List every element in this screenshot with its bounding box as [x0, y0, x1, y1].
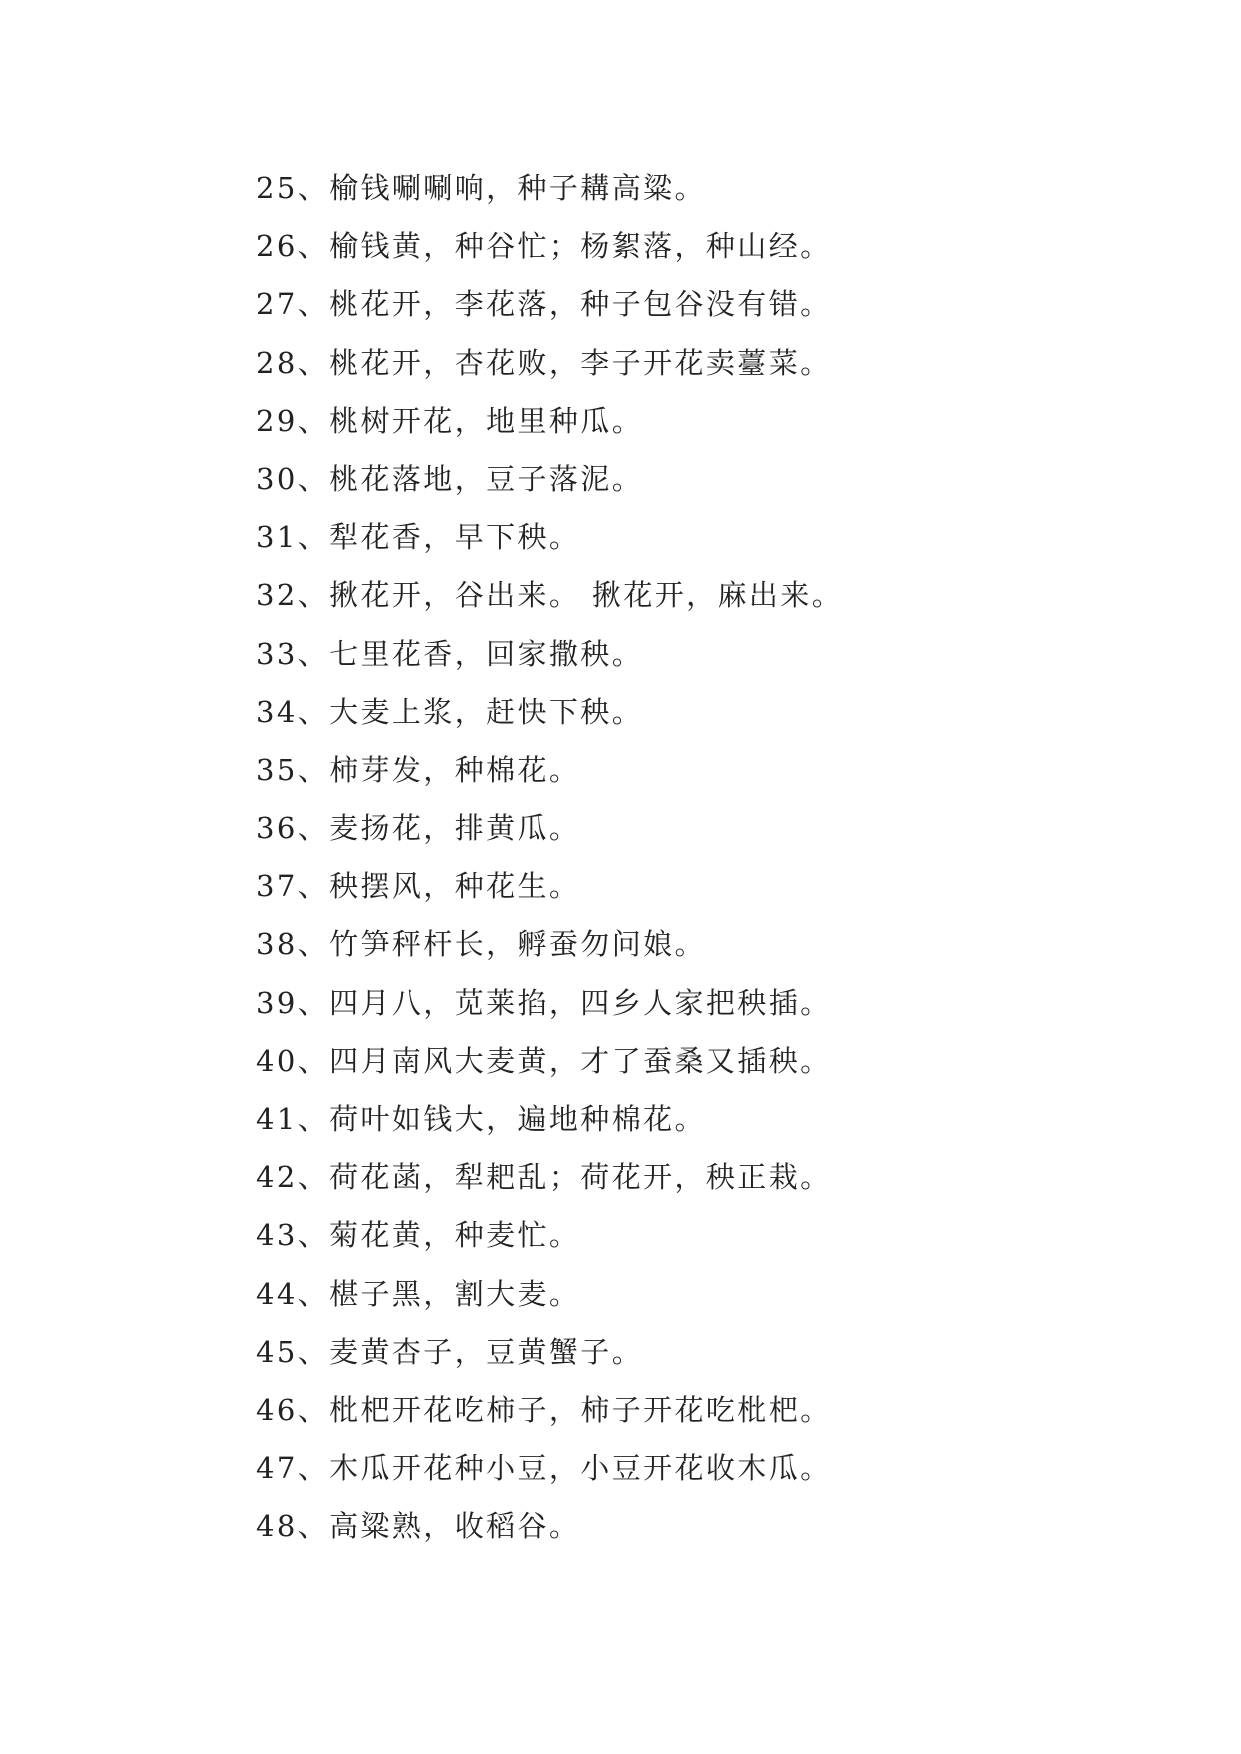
list-item: 40、四月南风大麦黄，才了蚕桑又插秧。 [256, 1043, 832, 1078]
list-item: 29、桃树开花，地里种瓜。 [256, 403, 644, 438]
list-item: 32、揪花开，谷出来。 揪花开，麻出来。 [256, 578, 844, 613]
list-item: 28、桃花开，杏花败，李子开花卖薹菜。 [256, 345, 832, 380]
list-item: 30、桃花落地，豆子落泥。 [256, 461, 644, 496]
list-item: 26、榆钱黄，种谷忙；杨絮落，种山经。 [256, 229, 832, 264]
list-item: 37、秧摆风，种花生。 [256, 869, 581, 904]
list-item: 34、大麦上浆，赶快下秧。 [256, 694, 644, 729]
list-item: 47、木瓜开花种小豆，小豆开花收木瓜。 [256, 1451, 832, 1486]
list-item: 41、荷叶如钱大，遍地种棉花。 [256, 1102, 706, 1136]
list-item: 46、枇杷开花吃柿子，柿子开花吃枇杷。 [256, 1392, 832, 1427]
list-item: 25、榆钱唰唰响，种子耩高粱。 [256, 171, 706, 205]
list-item: 45、麦黄杏子，豆黄蟹子。 [256, 1334, 644, 1369]
list-item: 43、菊花黄，种麦忙。 [256, 1218, 581, 1253]
list-item: 27、桃花开，李花落，种子包谷没有错。 [256, 287, 832, 322]
list-item: 39、四月八，苋莱掐，四乡人家把秧插。 [256, 985, 832, 1020]
list-item: 31、犁花香，早下秧。 [256, 520, 581, 555]
list-item: 33、七里花香，回家撒秧。 [256, 636, 644, 671]
list-item: 38、竹笋秤杆长，孵蚕勿问娘。 [256, 927, 706, 962]
list-item: 42、荷花菡，犁耙乱；荷花开，秧正栽。 [256, 1160, 832, 1195]
list-item: 35、柿芽发，种棉花。 [256, 752, 581, 787]
proverb-list [256, 159, 843, 1556]
list-item: 44、椹子黑，割大麦。 [256, 1276, 581, 1311]
list-item: 48、高粱熟，收稻谷。 [256, 1509, 581, 1544]
list-item: 36、麦扬花，排黄瓜。 [256, 811, 581, 846]
